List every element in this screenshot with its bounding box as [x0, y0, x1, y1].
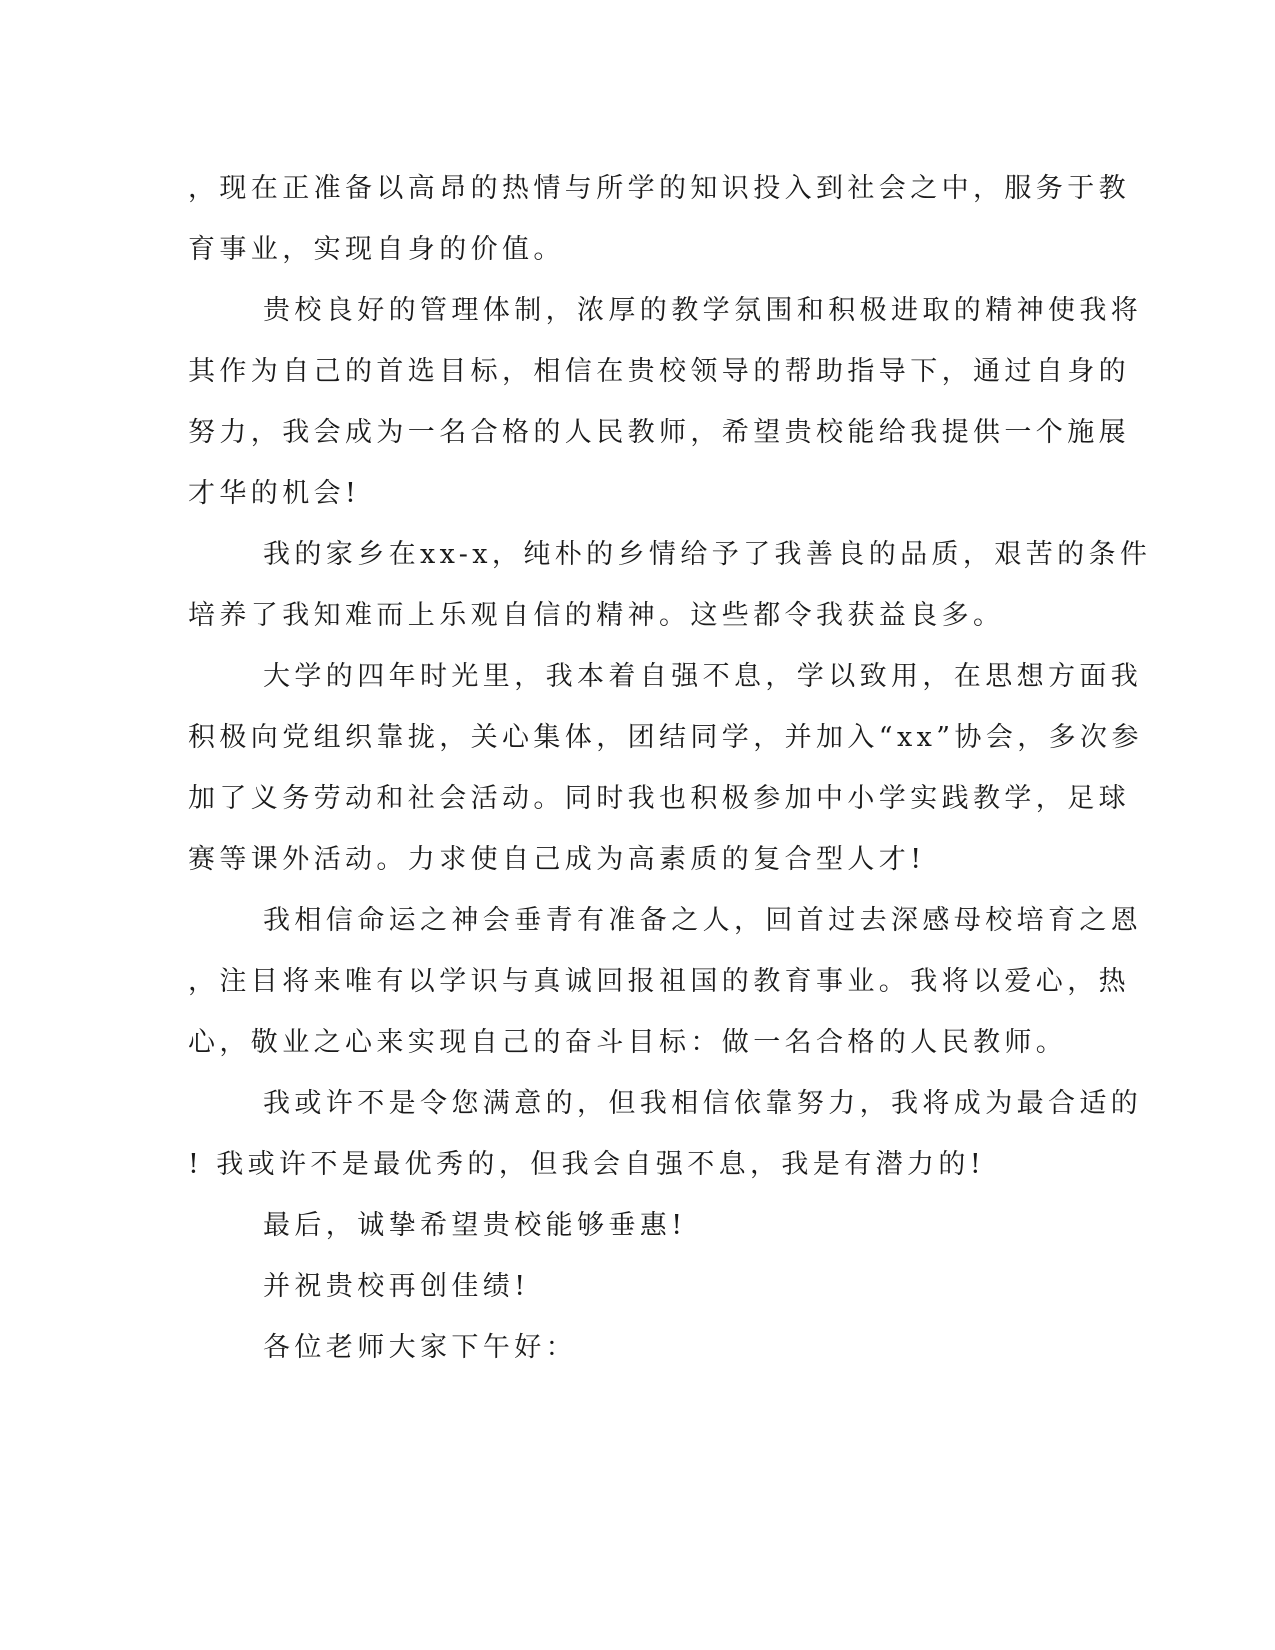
- text-line: 努力，我会成为一名合格的人民教师，希望贵校能给我提供一个施展: [188, 417, 1130, 448]
- text-line: 我或许不是令您满意的，但我相信依靠努力，我将成为最合适的: [263, 1088, 1143, 1119]
- paragraph-4: [188, 646, 1143, 890]
- text-line: 我的家乡在xx-x，纯朴的乡情给予了我善良的品质，艰苦的条件: [263, 539, 1152, 570]
- text-line: 并祝贵校再创佳绩!: [263, 1271, 530, 1302]
- text-line: 贵校良好的管理体制，浓厚的教学氛围和积极进取的精神使我将: [263, 295, 1143, 326]
- paragraph-9: [188, 1317, 1068, 1378]
- text-line: 最后，诚挚希望贵校能够垂惠!: [263, 1210, 687, 1241]
- text-line: 加了义务劳动和社会活动。同时我也积极参加中小学实践教学，足球: [188, 783, 1130, 814]
- text-line: 育事业，实现自身的价值。: [188, 234, 565, 265]
- text-line: 心，敬业之心来实现自己的奋斗目标：做一名合格的人民教师。: [188, 1027, 1068, 1058]
- text-line: ! 我或许不是最优秀的，但我会自强不息，我是有潜力的!: [188, 1149, 986, 1180]
- paragraph-1: [188, 158, 1130, 280]
- text-line: 各位老师大家下午好：: [263, 1332, 577, 1363]
- text-line: ，注目将来唯有以学识与真诚回报祖国的教育事业。我将以爱心，热: [188, 966, 1130, 997]
- text-line: 大学的四年时光里，我本着自强不息，学以致用，在思想方面我: [263, 661, 1143, 692]
- document-body: [188, 158, 1152, 1378]
- paragraph-7: [188, 1195, 1068, 1256]
- text-line: 培养了我知难而上乐观自信的精神。这些都令我获益良多。: [188, 600, 1005, 631]
- paragraph-8: [188, 1256, 1068, 1317]
- paragraph-6: [188, 1073, 1143, 1195]
- paragraph-5: [188, 890, 1143, 1073]
- paragraph-3: [188, 524, 1152, 646]
- text-line: 我相信命运之神会垂青有准备之人，回首过去深感母校培育之恩: [263, 905, 1143, 936]
- text-line: 其作为自己的首选目标，相信在贵校领导的帮助指导下，通过自身的: [188, 356, 1130, 387]
- paragraph-2: [188, 280, 1143, 524]
- text-line: 积极向党组织靠拢，关心集体，团结同学，并加入“xx”协会，多次参: [188, 722, 1143, 753]
- text-line: 才华的机会!: [188, 478, 361, 509]
- text-line: ，现在正准备以高昂的热情与所学的知识投入到社会之中，服务于教: [188, 173, 1130, 204]
- text-line: 赛等课外活动。力求使自己成为高素质的复合型人才!: [188, 844, 926, 875]
